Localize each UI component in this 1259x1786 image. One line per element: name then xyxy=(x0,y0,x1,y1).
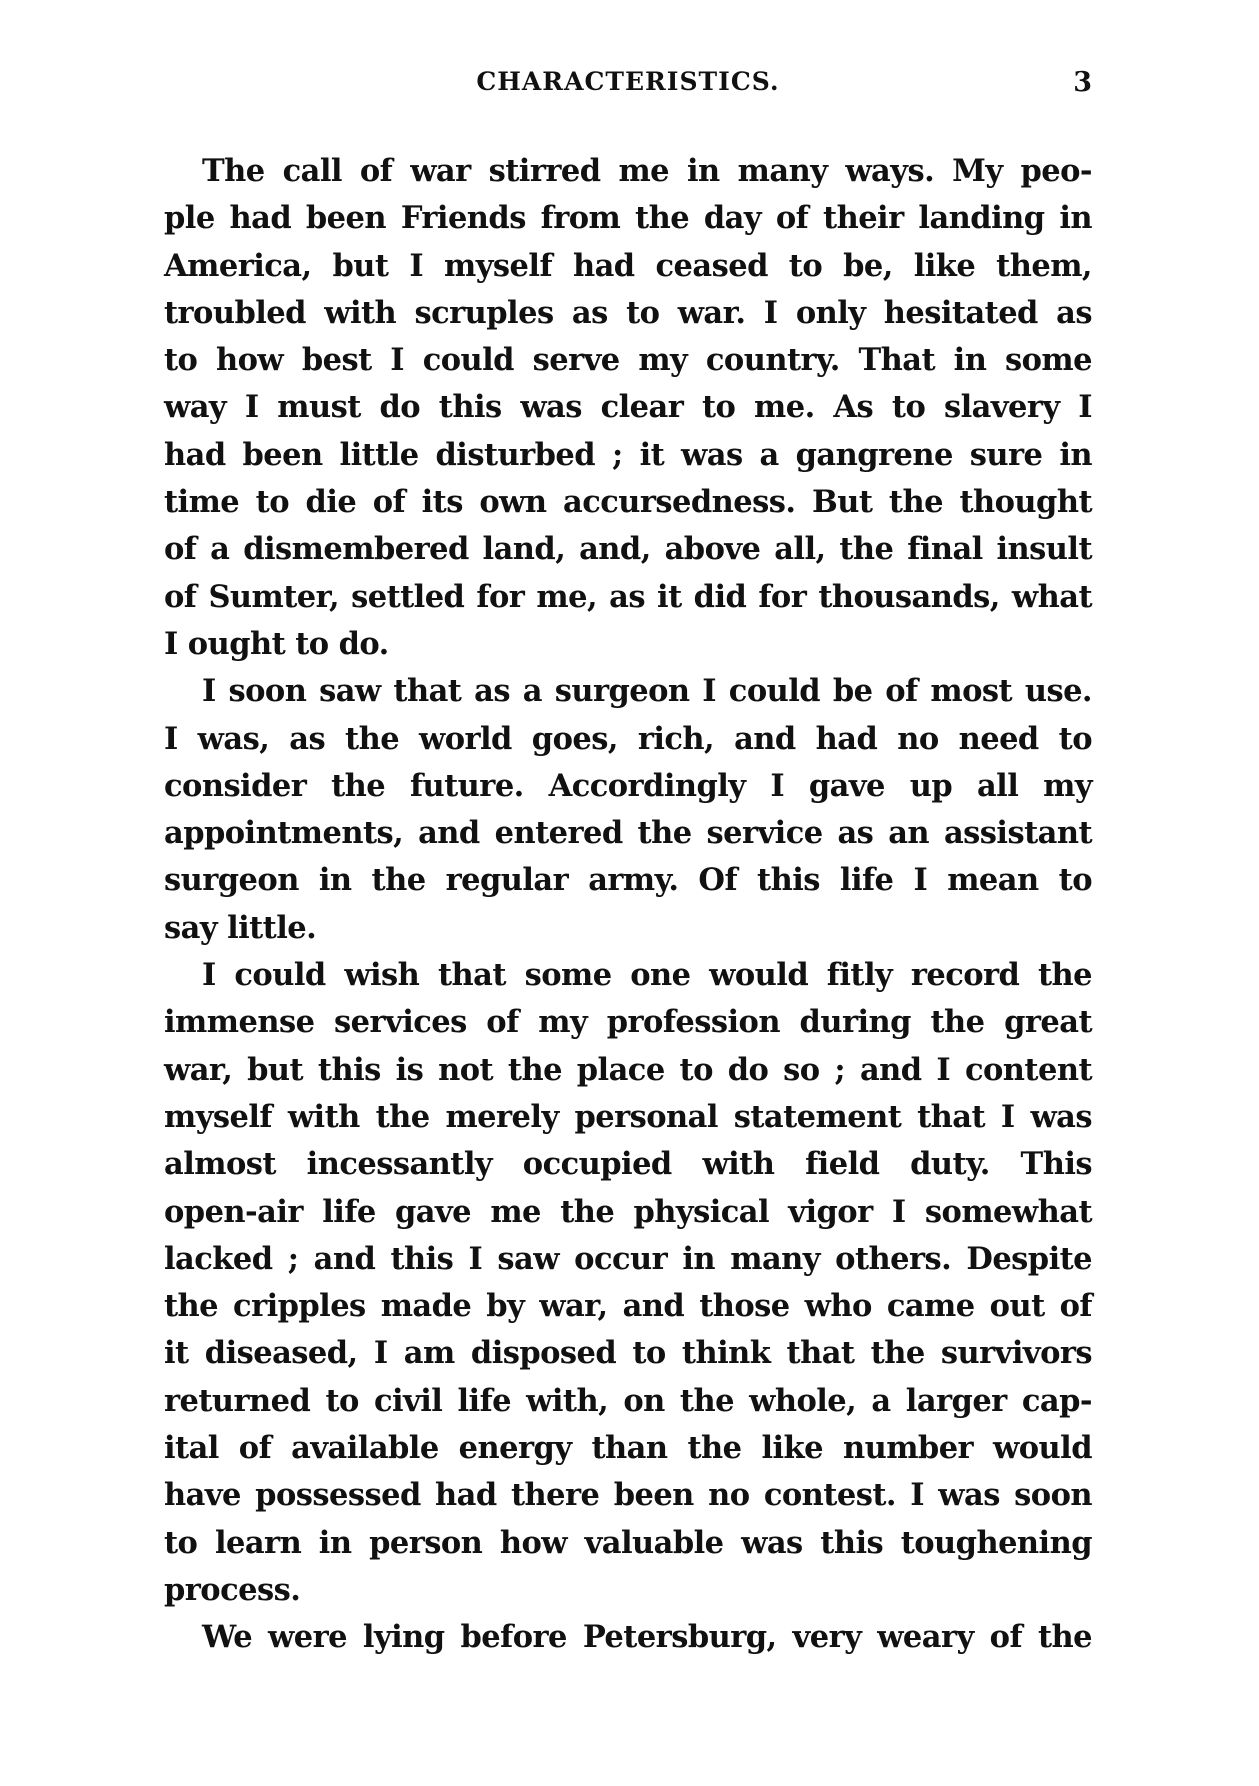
text-line: lacked ; and this I saw occur in many others. Despite xyxy=(164,1240,1092,1277)
text-line: ital of available energy than the like number would xyxy=(164,1430,1092,1467)
paragraph xyxy=(164,148,1092,668)
text-line: returned to civil life with, on the whole, a larger cap- xyxy=(164,1382,1092,1419)
text-line: have possessed had there been no contest. I was soon xyxy=(164,1477,1092,1514)
paragraph xyxy=(164,668,1092,952)
paragraph xyxy=(164,1614,1092,1661)
text-line: I soon saw that as a surgeon I could be of most use. xyxy=(202,673,1092,710)
text-line: troubled with scruples as to war. I only hesitated as xyxy=(164,294,1092,331)
text-line: surgeon in the regular army. Of this life I mean to xyxy=(164,862,1092,899)
text-line: almost incessantly occupied with field duty. This xyxy=(164,1146,1092,1183)
text-line: it diseased, I am disposed to think that the survivors xyxy=(164,1335,1092,1372)
text-line: had been little disturbed ; it was a gangrene sure in xyxy=(164,436,1092,473)
text-line: to how best I could serve my country. That in some xyxy=(164,342,1092,379)
text-line: ple had been Friends from the day of their landing in xyxy=(164,200,1092,237)
body-text xyxy=(164,148,1092,1662)
text-line: the cripples made by war, and those who came out of xyxy=(164,1288,1092,1325)
text-line: open-air life gave me the physical vigor I somewhat xyxy=(164,1193,1092,1230)
text-line: We were lying before Petersburg, very weary of the xyxy=(202,1619,1092,1656)
text-line: consider the future. Accordingly I gave up all my xyxy=(164,767,1092,804)
page-number: 3 xyxy=(1073,67,1092,98)
text-line: to learn in person how valuable was this toughening xyxy=(164,1524,1092,1561)
text-line: way I must do this was clear to me. As to slavery I xyxy=(164,389,1092,426)
text-line: I could wish that some one would fitly record the xyxy=(202,957,1092,994)
running-title: CHARACTERISTICS. xyxy=(476,67,780,96)
text-line: myself with the merely personal statement that I was xyxy=(164,1098,1092,1135)
text-line: of Sumter, settled for me, as it did for thousands, what xyxy=(164,578,1092,615)
running-head xyxy=(164,67,1092,107)
text-line: America, but I myself had ceased to be, like them, xyxy=(164,247,1092,284)
text-line: I was, as the world goes, rich, and had no need to xyxy=(164,720,1092,757)
paragraph xyxy=(164,952,1092,1614)
text-line: I ought to do. xyxy=(164,625,389,662)
text-line: immense services of my profession during the great xyxy=(164,1004,1092,1041)
text-line: The call of war stirred me in many ways. My peo- xyxy=(202,153,1092,189)
text-line: say little. xyxy=(164,909,317,946)
text-line: process. xyxy=(164,1571,301,1608)
text-line: time to die of its own accursedness. But the thought xyxy=(164,484,1092,521)
text-line: war, but this is not the place to do so ; and I content xyxy=(164,1051,1092,1088)
text-line: appointments, and entered the service as an assistant xyxy=(164,815,1092,852)
text-line: of a dismembered land, and, above all, the final insult xyxy=(164,531,1092,568)
